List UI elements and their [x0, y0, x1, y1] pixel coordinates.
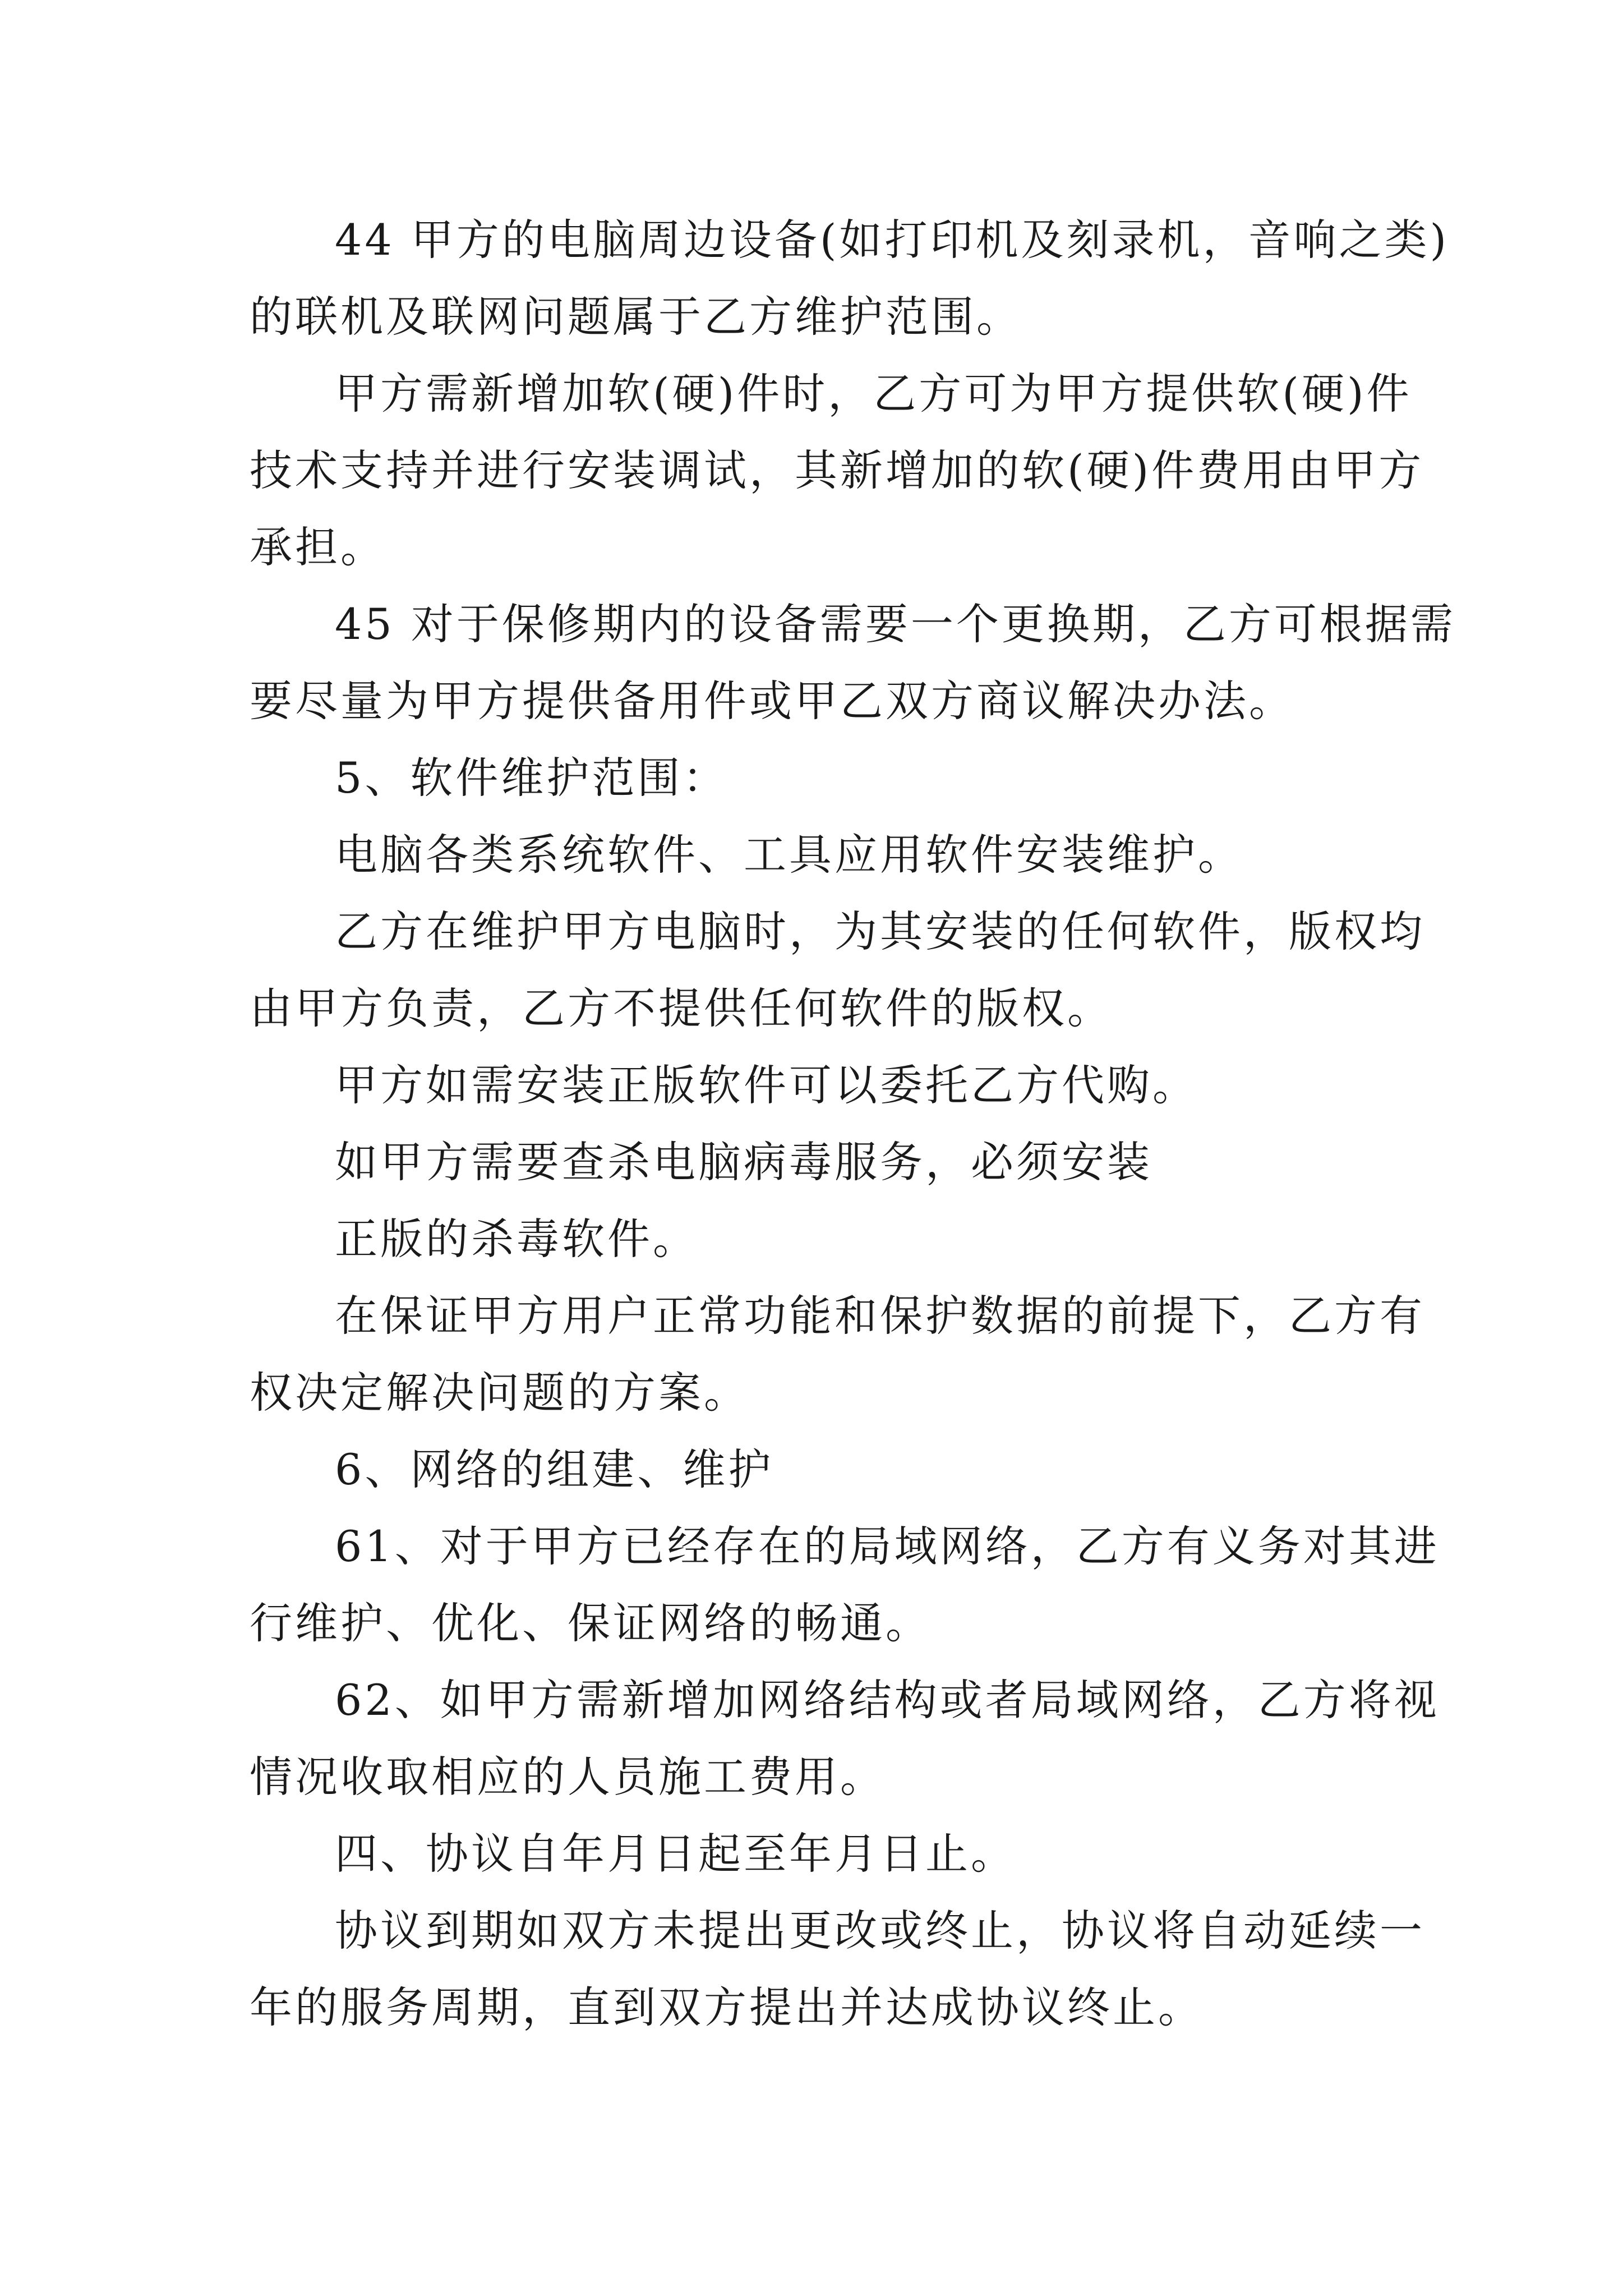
text-line: 甲方需新增加软(硬)件时，乙方可为甲方提供软(硬)件: [335, 369, 1412, 418]
text-line: 行维护、优化、保证网络的畅通。: [250, 1598, 931, 1648]
text-line: 技术支持并进行安装调试，其新增加的软(硬)件费用由甲方: [250, 445, 1424, 495]
text-line: 44 甲方的电脑周边设备(如打印机及刻录机，音响之类): [335, 215, 1450, 265]
text-line: 要尽量为甲方提供备用件或甲乙双方商议解决办法。: [250, 676, 1294, 726]
text-line: 甲方如需安装正版软件可以委托乙方代购。: [335, 1060, 1198, 1110]
text-line: 乙方在维护甲方电脑时，为其安装的任何软件，版权均: [335, 907, 1425, 956]
text-line: 61、对于甲方已经存在的局域网络，乙方有义务对其进: [335, 1521, 1440, 1571]
text-line: 62、如甲方需新增加网络结构或者局域网络，乙方将视: [335, 1675, 1440, 1725]
text-line: 45 对于保修期内的设备需要一个更换期，乙方可根据需: [335, 599, 1456, 649]
text-line: 正版的杀毒软件。: [335, 1214, 698, 1264]
text-line: 协议到期如双方未提出更改或终止，协议将自动延续一: [335, 1906, 1425, 1955]
text-line: 由甲方负责，乙方不提供任何软件的版权。: [250, 983, 1113, 1033]
text-line: 在保证甲方用户正常功能和保护数据的前提下，乙方有: [335, 1291, 1425, 1341]
section-heading: 四、协议自年月日起至年月日止。: [335, 1829, 1016, 1879]
text-line: 的联机及联网问题属于乙方维护范围。: [250, 292, 1022, 342]
text-line: 如甲方需要查杀电脑病毒服务，必须安装: [335, 1137, 1152, 1187]
section-heading: 6、网络的组建、维护: [335, 1444, 774, 1494]
section-heading: 5、软件维护范围：: [335, 753, 728, 803]
text-line: 年的服务周期，直到双方提出并达成协议终止。: [250, 1982, 1204, 2032]
text-line: 权决定解决问题的方案。: [250, 1368, 749, 1418]
text-line: 情况收取相应的人员施工费用。: [250, 1752, 886, 1802]
text-line: 承担。: [250, 522, 386, 572]
text-line: 电脑各类系统软件、工具应用软件安装维护。: [335, 830, 1243, 880]
